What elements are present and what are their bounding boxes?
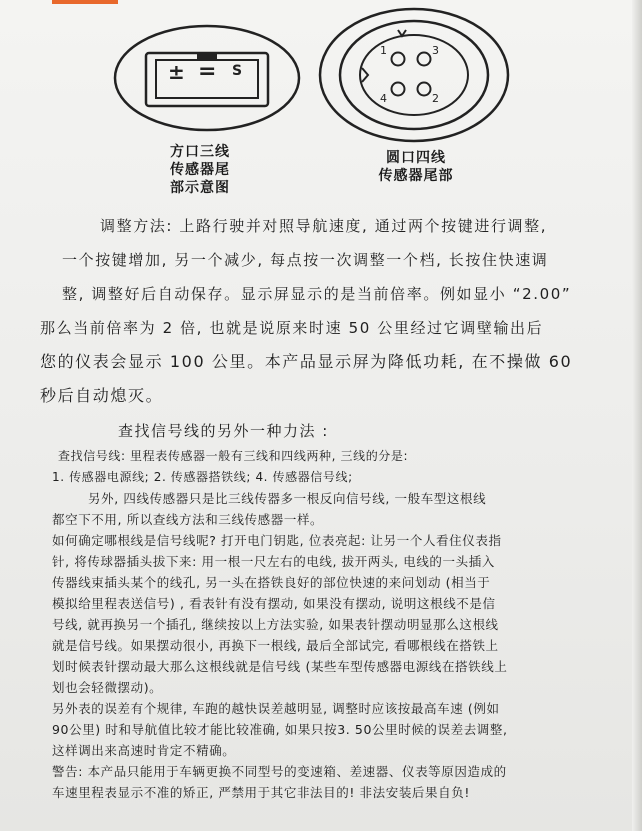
find-line: 车速里程表显示不准的矫正, 严禁用于其它非法目的! 非法安装后果自负! bbox=[52, 785, 470, 800]
pin-number-2: 2 bbox=[432, 92, 439, 105]
find-line: 如何确定哪根线是信号线呢? 打开电门钥匙, 位表亮起: 让另一个人看住仪表指 bbox=[52, 533, 502, 548]
four-wire-connector-illustration bbox=[316, 6, 512, 144]
four-wire-caption: 圆口四线 传感器尾部 bbox=[378, 150, 454, 184]
find-line: 查找信号线: 里程表传感器一般有三线和四线两种, 三线的分是: bbox=[58, 449, 409, 463]
find-signal-paragraph bbox=[52, 446, 612, 803]
find-line: 警告: 本产品只能用于车辆更换不同型号的变速箱、差速器、仪表等原因造成的 bbox=[52, 764, 507, 779]
paper-edge-shadow bbox=[632, 0, 642, 831]
find-line: 另外, 四线传感器只是比三线传器多一根反向信号线, 一般车型这根线 bbox=[88, 491, 487, 506]
find-line: 划也会轻微摆动)。 bbox=[52, 680, 163, 695]
adjust-line: 一个按键增加, 另一个减少, 每点按一次调整一个档, 长按住快速调 bbox=[62, 251, 549, 269]
find-line: 就是信号线。如果摆动很小, 再换下一根线, 最后全部试完, 看哪根线在搭铁上 bbox=[52, 638, 499, 653]
find-line: 1. 传感器电源线; 2. 传感器搭铁线; 4. 传感器信号线; bbox=[52, 470, 353, 484]
pin-number-1: 1 bbox=[380, 44, 387, 57]
orange-tape-mark bbox=[52, 0, 118, 4]
adjust-line: 整, 调整好后自动保存。显示屏显示的是当前倍率。例如显小 “2.00” bbox=[62, 285, 572, 303]
adjust-method-paragraph bbox=[40, 209, 620, 413]
adjust-line: 秒后自动熄灭。 bbox=[40, 386, 164, 405]
find-line: 都空下不用, 所以查线方法和三线传感器一样。 bbox=[52, 512, 324, 527]
pin-label-ground: = bbox=[198, 59, 217, 84]
adjust-line: 调整方法: 上路行驶并对照导航速度, 通过两个按键进行调整, bbox=[100, 217, 548, 235]
find-line: 传器线束插头某个的线孔, 另一头在搭铁良好的部位快速的来问划动 (相当于 bbox=[52, 575, 491, 590]
pin-number-4: 4 bbox=[380, 92, 387, 105]
adjust-line: 那么当前倍率为 2 倍, 也就是说原来时速 50 公里经过它调壁输出后 bbox=[40, 319, 544, 337]
three-wire-connector-diagram bbox=[112, 22, 302, 134]
section-heading: 查找信号线的另外一种力法 : bbox=[118, 422, 329, 440]
pin-label-power: ± bbox=[168, 60, 185, 84]
adjust-line: 您的仪表会显示 100 公里。本产品显示屏为降低功耗, 在不操做 60 bbox=[40, 352, 573, 371]
find-line: 这样调出来高速时肯定不精确。 bbox=[52, 743, 236, 758]
four-wire-connector-diagram bbox=[316, 6, 512, 144]
three-wire-caption: 方口三线 传感器尾 部示意图 bbox=[170, 144, 230, 196]
find-line: 号线, 就再换另一个插孔, 继续按以上方法实验, 如果表针摆动明显那么这根线 bbox=[52, 617, 499, 632]
find-line: 划时候表针摆动最大那么这根线就是信号线 (某些车型传感器电源线在搭铁线上 bbox=[52, 659, 508, 674]
find-line: 模拟给里程表送信号) , 看表针有没有摆动, 如果没有摆动, 说明这根线不是信 bbox=[52, 596, 496, 611]
find-line: 90公里) 时和导航值比较才能比较准确, 如果只按3. 50公里时候的误差去调整, bbox=[52, 722, 508, 737]
pin-number-3: 3 bbox=[432, 44, 439, 57]
find-line: 另外表的误差有个规律, 车跑的越快误差越明显, 调整时应该按最高车速 (例如 bbox=[52, 701, 500, 716]
find-line: 针, 将传球器插头拔下来: 用一根一尺左右的电线, 拔开两头, 电线的一头插入 bbox=[52, 554, 495, 569]
pin-label-signal: S bbox=[232, 63, 243, 79]
